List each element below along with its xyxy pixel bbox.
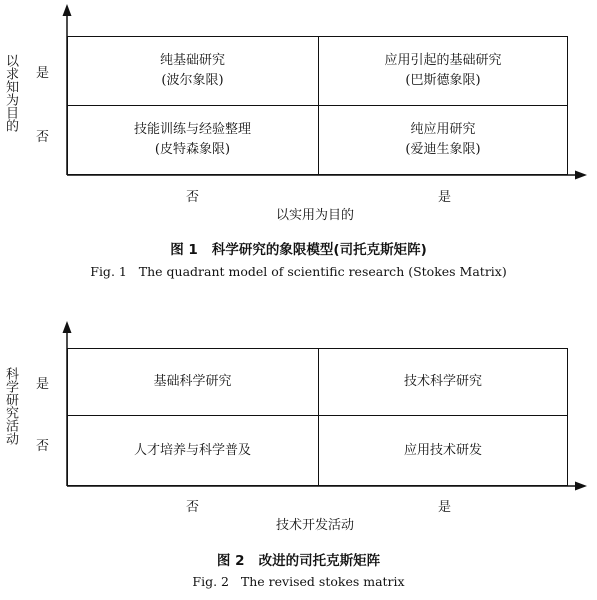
x-tick-no: 否 [186,500,200,515]
quadrant-edison [318,105,568,175]
caption-en-label: Fig. 1 [90,264,127,279]
y-tick-no: 否 [36,439,50,454]
quadrant-peterson-title: 技能训练与经验整理 [133,122,251,137]
caption-cn-text: 改进的司托克斯矩阵 [258,553,381,569]
caption-en-label: Fig. 2 [192,574,229,589]
quadrant-talent-popularization [67,415,318,486]
quadrant-edison-subtitle: (爱迪生象限) [405,142,481,157]
quadrant-peterson [67,105,318,175]
caption-en-text: The quadrant model of scientific research (Stokes Matrix) [138,264,507,279]
y-axis-title: 科学研究活动 [3,367,18,445]
caption-cn-text: 科学研究的象限模型(司托克斯矩阵) [211,242,427,258]
quadrant-basic-science [67,348,318,415]
figure-1-caption-cn [0,238,597,258]
quadrant-pasteur-subtitle: (巴斯德象限) [405,72,481,88]
caption-cn-label: 图 2 [216,553,245,569]
caption-cn-label: 图 1 [170,242,198,258]
y-axis-title: 以求知为目的 [3,54,18,132]
quadrant-talent-popularization-label: 人才培养与科学普及 [133,442,251,458]
x-axis-title: 以实用为目的 [275,208,354,223]
quadrant-bohr-title: 纯基础研究 [159,52,225,68]
figure-1 [0,0,597,290]
x-tick-yes: 是 [438,190,452,205]
y-axis-arrow [63,4,72,16]
y-tick-yes: 是 [36,66,50,81]
y-tick-yes: 是 [36,377,50,392]
quadrant-applied-tech [318,415,568,486]
x-axis-title: 技术开发活动 [275,518,354,533]
figure-1-caption-en [0,264,597,279]
quadrant-technical-science-label: 技术科学研究 [403,373,482,389]
quadrant-applied-tech-label: 应用技术研发 [403,442,482,458]
x-tick-yes: 是 [438,500,452,515]
quadrant-technical-science [318,348,568,415]
figure-2-caption-en [0,574,597,589]
quadrant-bohr-subtitle: (波尔象限) [161,72,224,88]
quadrant-pasteur [318,36,568,105]
quadrant-bohr [67,36,318,105]
quadrant-peterson-subtitle: (皮特森象限) [154,142,231,157]
caption-en-text: The revised stokes matrix [240,574,405,589]
y-tick-no: 否 [36,130,50,145]
quadrant-pasteur-title: 应用引起的基础研究 [384,52,502,68]
quadrant-basic-science-label: 基础科学研究 [153,373,232,389]
x-axis-arrow [575,482,587,491]
quadrant-edison-title: 纯应用研究 [410,122,476,137]
x-tick-no: 否 [186,190,200,205]
figure-2 [0,315,597,600]
y-axis-arrow [63,321,72,333]
x-axis-arrow [575,171,587,180]
figure-2-caption-cn [0,549,597,569]
